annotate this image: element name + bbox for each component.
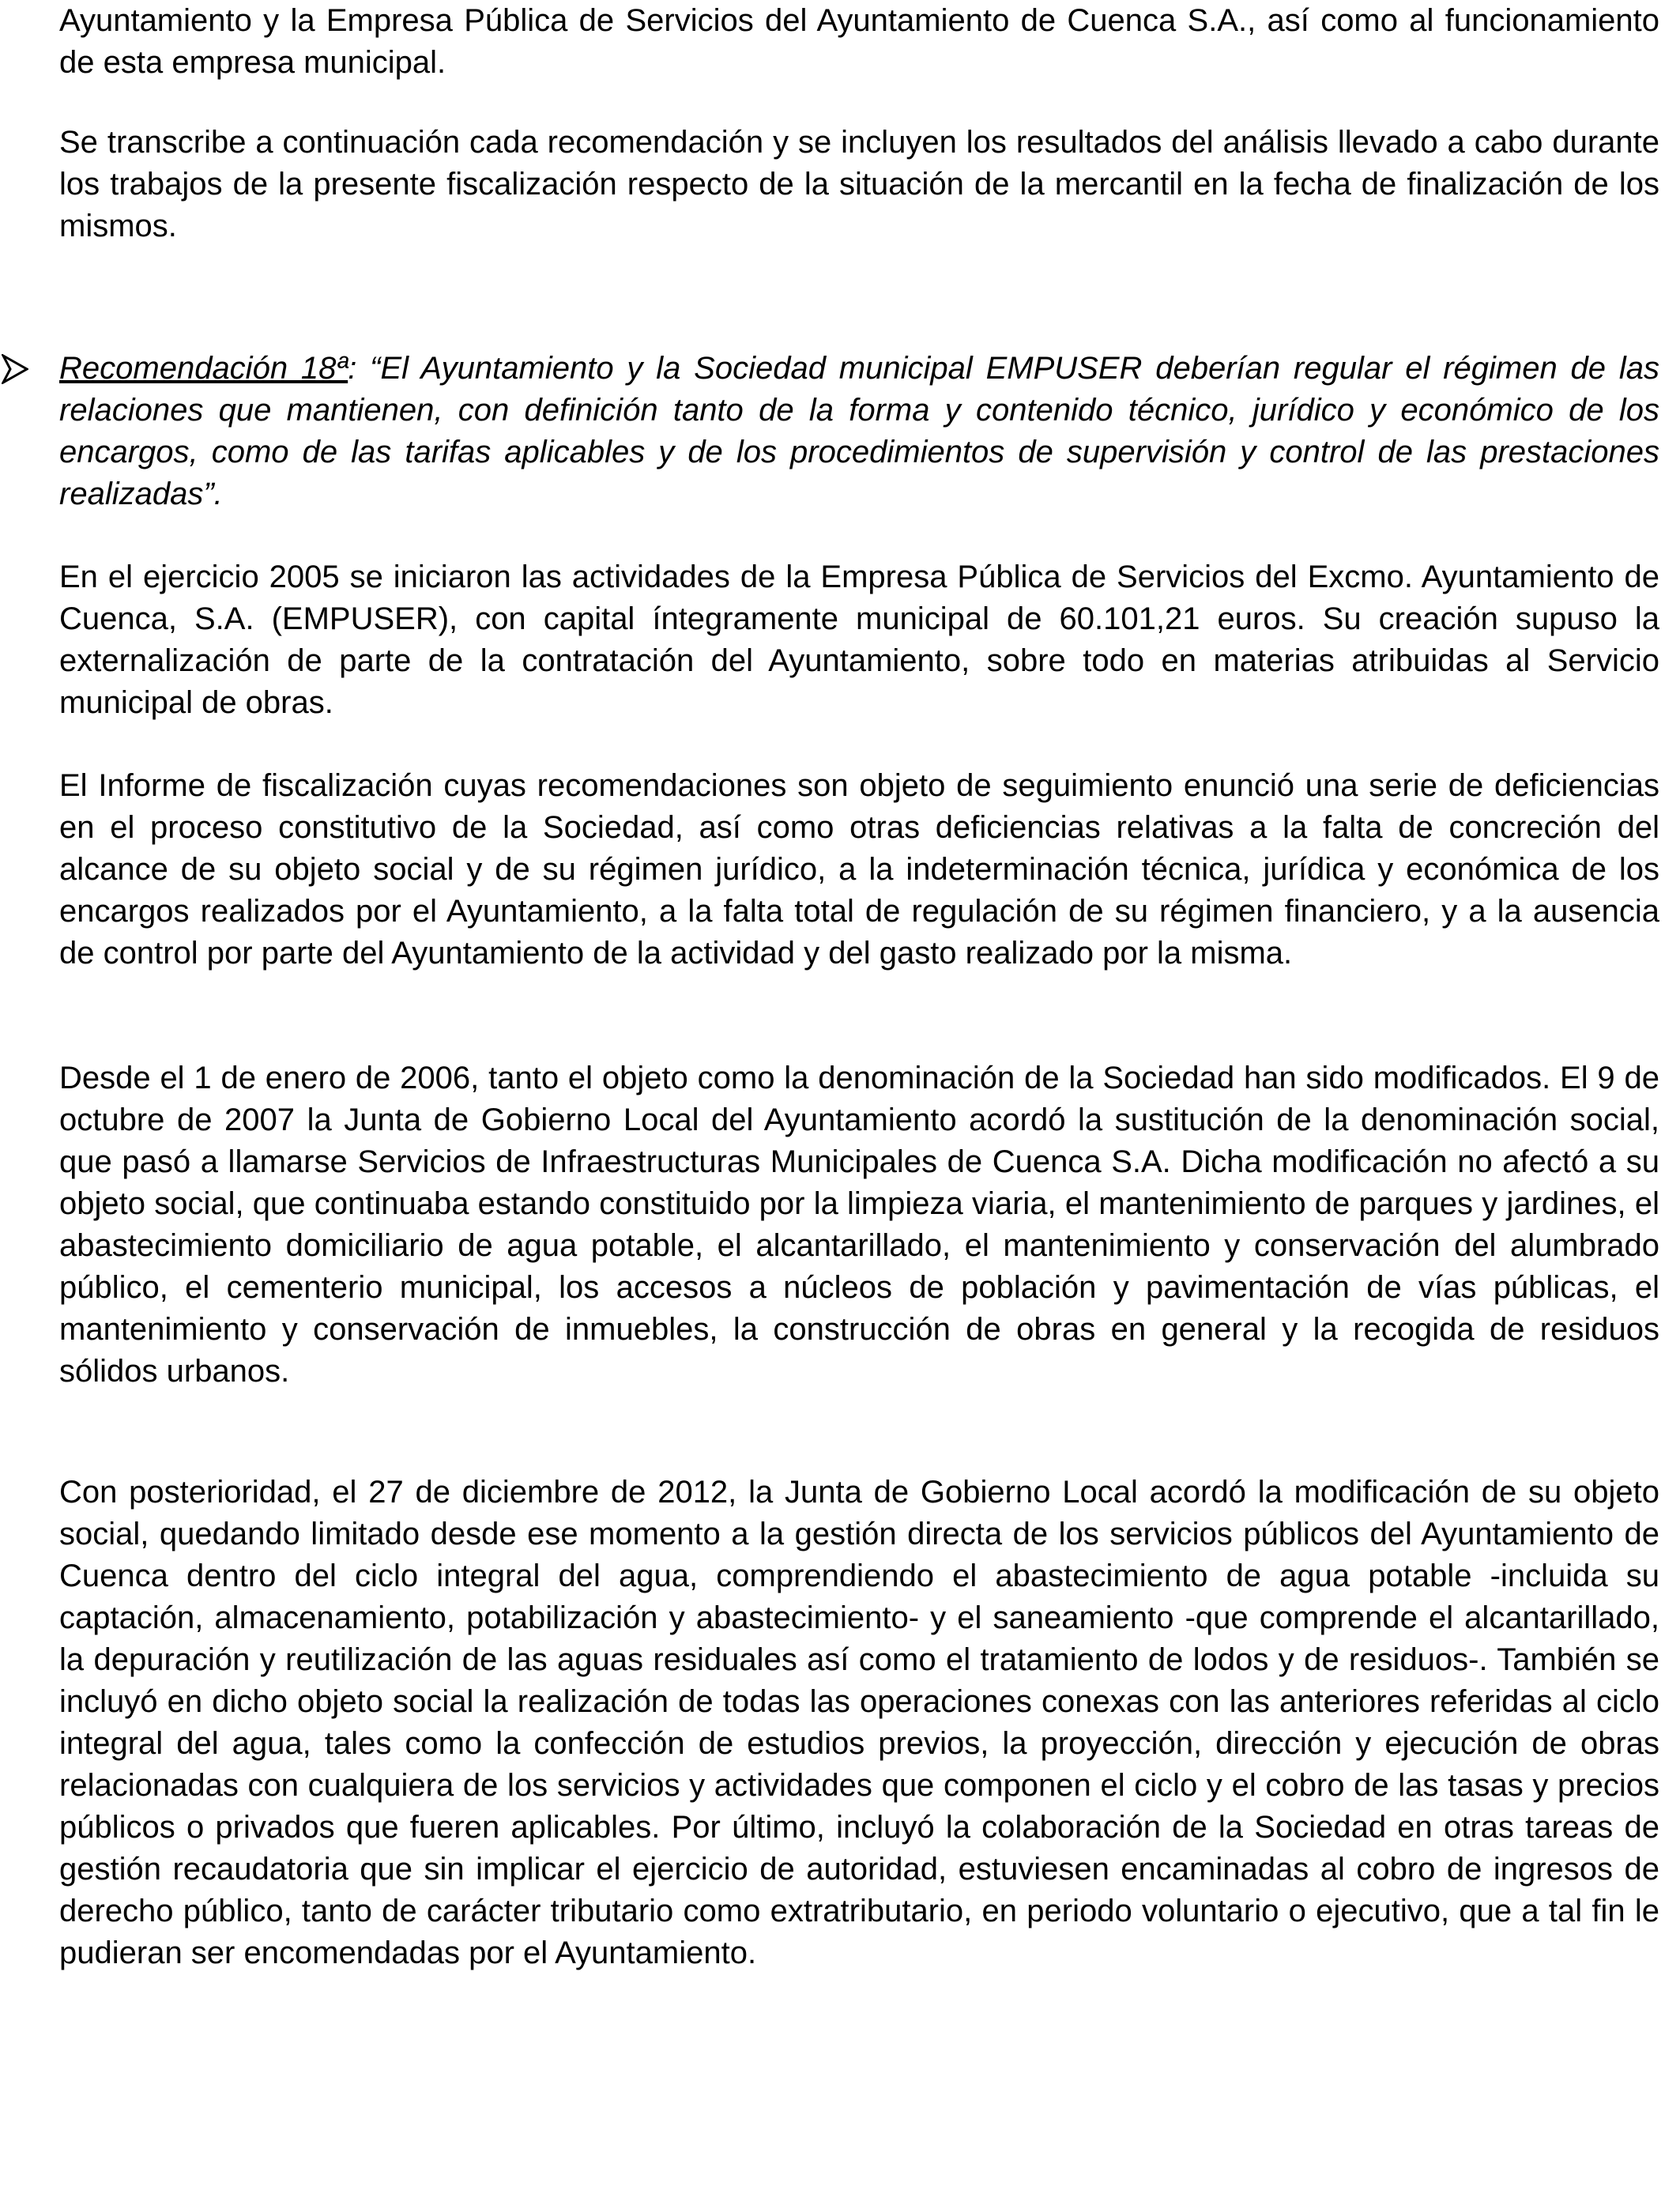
exercise-paragraph: En el ejercicio 2005 se iniciaron las actividades de la Empresa Pública de Servicios del Excmo. Ayuntamiento de Cuenca, S.A. (EMPUSER), con capital íntegramente municipal de 60.101,21 euros. Su creación supuso la externalización de parte de la contratación del Ayuntamiento, sobre todo en materias atribuidas al Servicio municipal de obras. <box>59 560 1659 720</box>
recommendation-label: Recomendación 18ª <box>59 351 348 386</box>
since-paragraph: Desde el 1 de enero de 2006, tanto el objeto como la denominación de la Sociedad han sido modificados. El 9 de octubre de 2007 la Junta de Gobierno Local del Ayuntamiento acordó la sustitución de la denominación social, que pasó a llamarse Servicios de Infraestructuras Municipales de Cuenca S.A. Dicha modificación no afectó a su objeto social, que continuaba estando constituido por la limpieza viaria, el mantenimiento de parques y jardines, el abastecimiento domiciliario de agua potable, el alcantarillado, el mantenimiento y conservación del alumbrado público, el cementerio municipal, los accesos a núcleos de población y pavimentación de vías públicas, el mantenimiento y conservación de inmuebles, la construcción de obras en general y la recogida de residuos sólidos urbanos. <box>59 1061 1659 1389</box>
transcribe-paragraph: Se transcribe a continuación cada recomendación y se incluyen los resultados del análisis llevado a cabo durante los trabajos de la presente fiscalización respecto de la situación de la mercantil en la fecha de finalización de los mismos. <box>59 125 1659 243</box>
report-paragraph: El Informe de fiscalización cuyas recomendaciones son objeto de seguimiento enunció una serie de deficiencias en el proceso constitutivo de la Sociedad, así como otras deficiencias relativas a la falta de concreción del alcance de su objeto social y de su régimen jurídico, a la indeterminación técnica, jurídica y económica de los encargos realizados por el Ayuntamiento, a la falta total de regulación de su régimen financiero, y a la ausencia de control por parte del Ayuntamiento de la actividad y del gasto realizado por la misma. <box>59 768 1659 971</box>
arrow-bullet-icon <box>2 354 28 384</box>
recommendation-18 <box>59 348 1659 515</box>
recommendation-text <box>59 348 1659 515</box>
intro-paragraph: Ayuntamiento y la Empresa Pública de Servicios del Ayuntamiento de Cuenca S.A., así como al funcionamiento de esta empresa municipal. <box>59 3 1659 80</box>
recommendation-quote: : “El Ayuntamiento y la Sociedad municipal EMPUSER deberían regular el régimen de las relaciones que mantienen, con definición tanto de la forma y contenido técnico, jurídico y económico de los encargos, como de las tarifas aplicables y de los procedimientos de supervisión y control de las prestaciones realizadas”. <box>59 351 1659 511</box>
later-paragraph: Con posterioridad, el 27 de diciembre de 2012, la Junta de Gobierno Local acordó la modificación de su objeto social, quedando limitado desde ese momento a la gestión directa de los servicios públicos del Ayuntamiento de Cuenca dentro del ciclo integral del agua, comprendiendo el abastecimiento de agua potable -incluida su captación, almacenamiento, potabilización y abastecimiento- y el saneamiento -que comprende el alcantarillado, la depuración y reutilización de las aguas residuales así como el tratamiento de lodos y de residuos-. También se incluyó en dicho objeto social la realización de todas las operaciones conexas con las anteriores referidas al ciclo integral del agua, tales como la confección de estudios previos, la proyección, dirección y ejecución de obras relacionadas con cualquiera de los servicios y actividades que componen el ciclo y el cobro de las tasas y precios públicos o privados que fueren aplicables. Por último, incluyó la colaboración de la Sociedad en otras tareas de gestión recaudatoria que sin implicar el ejercicio de autoridad, estuviesen encaminadas al cobro de ingresos de derecho público, tanto de carácter tributario como extratributario, en periodo voluntario o ejecutivo, que a tal fin le pudieran ser encomendadas por el Ayuntamiento. <box>59 1475 1659 1970</box>
